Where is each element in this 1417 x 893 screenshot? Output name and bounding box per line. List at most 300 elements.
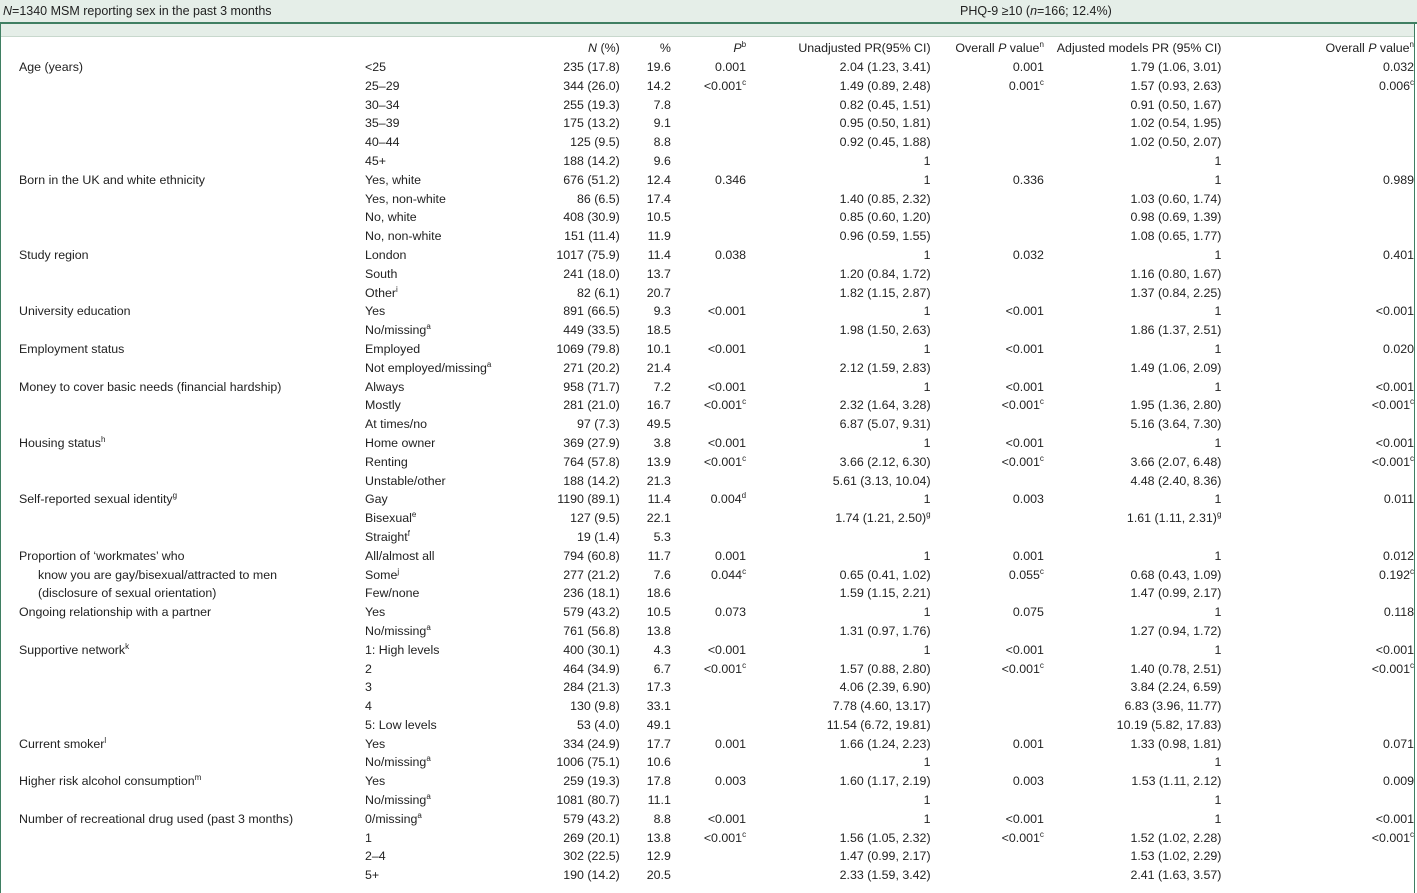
col-header-unadjusted: Unadjusted PR(95% CI) — [798, 41, 931, 55]
cell-adjusted-pr — [1044, 415, 1222, 434]
cell-adjusted-pr-text: 1.16 (0.80, 1.67) — [1130, 266, 1222, 281]
cell-pct-text: 6.7 — [653, 661, 671, 676]
cell-unadjusted-pr-text: 0.82 (0.45, 1.51) — [839, 97, 931, 112]
cell-p — [671, 678, 746, 697]
cell-p — [671, 772, 746, 791]
cell-pct — [620, 340, 671, 359]
col-p-footnote: b — [741, 40, 747, 49]
cell-overall-p-adjusted — [1221, 753, 1414, 772]
cell-overall-p-text: 0.001 — [1012, 548, 1044, 563]
cell-overall-p — [931, 227, 1044, 246]
cell-unadjusted-pr-text: 1 — [923, 153, 931, 168]
cell-n-pct-text: 236 (18.1) — [563, 586, 620, 601]
cell-adjusted-pr-text: 1.02 (0.50, 2.07) — [1130, 135, 1222, 150]
cell-category — [365, 697, 513, 716]
cell-variable-text: (disclosure of sexual orientation) — [38, 586, 217, 601]
cell-category — [365, 453, 513, 472]
cell-adjusted-pr-text: 1 — [1214, 492, 1222, 507]
cell-category — [365, 152, 513, 171]
cell-pct-text: 7.6 — [653, 567, 671, 582]
cell-p — [671, 152, 746, 171]
cell-unadjusted-pr-text: 1 — [923, 172, 931, 187]
cell-adjusted-pr-text: 1 — [1214, 341, 1222, 356]
cell-unadjusted-pr-text: 5.61 (3.13, 10.04) — [832, 473, 931, 488]
cell-category-text: 45+ — [365, 153, 387, 168]
cell-adjusted-pr-text: 10.19 (5.82, 17.83) — [1116, 717, 1222, 732]
cell-adjusted-pr-text: 1 — [1214, 172, 1222, 187]
cell-n-pct-text: 255 (19.3) — [563, 97, 620, 112]
cell-category-footnote: a — [426, 622, 431, 632]
cell-overall-p-adjusted — [1221, 284, 1414, 303]
cell-pct-text: 7.8 — [653, 97, 671, 112]
cell-overall-p-adjusted-text: <0.001 — [1371, 398, 1410, 413]
cell-unadjusted-pr — [746, 716, 931, 735]
table-row — [1, 359, 1414, 378]
cell-unadjusted-pr-text: 1.56 (1.05, 2.32) — [839, 830, 931, 845]
cell-variable-text: University education — [19, 304, 131, 319]
cell-adjusted-pr-text: 4.48 (2.40, 8.36) — [1130, 473, 1222, 488]
cell-unadjusted-pr-text: 11.54 (6.72, 19.81) — [826, 717, 931, 732]
cell-overall-p — [931, 340, 1044, 359]
cell-unadjusted-pr — [746, 434, 931, 453]
cell-unadjusted-pr — [746, 190, 931, 209]
cell-n-pct — [513, 603, 619, 622]
cell-category-text: At times/no — [365, 417, 427, 432]
cell-category — [365, 584, 513, 603]
cell-adjusted-pr-text: 1.03 (0.60, 1.74) — [1130, 191, 1222, 206]
cell-overall-p — [931, 321, 1044, 340]
cell-adjusted-pr — [1044, 810, 1222, 829]
cell-n-pct — [513, 641, 619, 660]
cell-variable — [1, 810, 365, 829]
cell-category — [365, 829, 513, 848]
cell-adjusted-pr — [1044, 753, 1222, 772]
cell-unadjusted-pr-text: 1 — [923, 492, 931, 507]
cell-pct — [620, 190, 671, 209]
cell-variable — [1, 302, 365, 321]
cell-pct-text: 21.4 — [646, 360, 671, 375]
cell-adjusted-pr — [1044, 641, 1222, 660]
cell-unadjusted-pr — [746, 735, 931, 754]
cell-n-pct-text: 259 (19.3) — [563, 774, 620, 789]
cell-adjusted-pr-text: 1 — [1214, 755, 1222, 770]
cell-n-pct — [513, 566, 619, 585]
cell-variable-footnote: k — [125, 641, 130, 651]
cell-n-pct-text: 127 (9.5) — [570, 511, 620, 526]
cell-overall-p-adjusted-text: <0.001 — [1371, 830, 1410, 845]
cell-category — [365, 866, 513, 885]
cell-adjusted-pr — [1044, 678, 1222, 697]
cell-pct — [620, 133, 671, 152]
cell-category-text: Yes — [365, 736, 386, 751]
cell-n-pct-text: 188 (14.2) — [563, 473, 620, 488]
cell-overall-p — [931, 265, 1044, 284]
col-op-footnote: n — [1039, 40, 1044, 49]
outcome-description — [960, 0, 1112, 22]
cell-n-pct-text: 53 (4.0) — [577, 717, 620, 732]
cell-category-text: 4 — [365, 699, 372, 714]
cell-variable-text: Proportion of ‘workmates’ who — [19, 548, 185, 563]
cell-adjusted-pr — [1044, 58, 1222, 77]
cell-unadjusted-pr — [746, 847, 931, 866]
cell-unadjusted-pr — [746, 396, 931, 415]
cell-n-pct-text: 125 (9.5) — [570, 135, 620, 150]
cell-overall-p — [931, 866, 1044, 885]
cell-pct-text: 33.1 — [646, 699, 671, 714]
cell-overall-p-footnote: c — [1039, 829, 1044, 839]
table-top-header — [0, 0, 1417, 24]
table-row — [1, 96, 1414, 115]
cell-pct-text: 3.8 — [653, 435, 671, 450]
cell-p-text: <0.001 — [703, 398, 743, 413]
cell-overall-p-adjusted-text: 0.401 — [1382, 247, 1414, 262]
cell-pct-text: 9.1 — [653, 116, 671, 131]
cell-overall-p-footnote: c — [1039, 453, 1044, 463]
cell-overall-p-footnote: c — [1039, 566, 1044, 576]
cell-variable — [1, 716, 365, 735]
cell-adjusted-pr-text: 1.47 (0.99, 2.17) — [1130, 586, 1222, 601]
cell-adjusted-pr-text: 0.68 (0.43, 1.09) — [1130, 567, 1222, 582]
cell-pct — [620, 359, 671, 378]
cell-overall-p-adjusted — [1221, 302, 1414, 321]
cell-overall-p-adjusted-text: 0.020 — [1382, 341, 1414, 356]
cell-overall-p-adjusted-text: 0.032 — [1382, 60, 1414, 74]
cell-category — [365, 190, 513, 209]
cell-n-pct-text: 277 (21.2) — [563, 567, 620, 582]
cell-n-pct-text: 579 (43.2) — [563, 811, 620, 826]
cell-overall-p-adjusted-text: 0.011 — [1383, 492, 1414, 507]
cell-variable-footnote: h — [100, 434, 106, 444]
cell-category-text: All/almost all — [365, 548, 435, 563]
cell-category — [365, 58, 513, 77]
cell-unadjusted-pr-text: 1.49 (0.89, 2.48) — [839, 78, 931, 93]
cell-overall-p — [931, 622, 1044, 641]
cell-n-pct-text: 761 (56.8) — [563, 623, 620, 638]
cell-pct — [620, 772, 671, 791]
table-row — [1, 415, 1414, 434]
cell-p-footnote: d — [741, 491, 747, 501]
cell-variable — [1, 378, 365, 397]
cell-overall-p-text: <0.001 — [1001, 830, 1040, 845]
col-header-overall-p — [931, 38, 1044, 58]
cell-pct-text: 9.6 — [653, 153, 671, 168]
cell-adjusted-pr — [1044, 472, 1222, 491]
cell-variable — [1, 265, 365, 284]
cell-variable — [1, 340, 365, 359]
cell-overall-p-adjusted-footnote: c — [1410, 566, 1414, 576]
cell-pct-text: 8.8 — [653, 811, 671, 826]
cell-pct — [620, 77, 671, 96]
cell-unadjusted-pr-text: 1.98 (1.50, 2.63) — [839, 323, 931, 338]
cell-overall-p-adjusted — [1221, 660, 1414, 679]
cell-unadjusted-pr-text: 1.66 (1.24, 2.23) — [839, 736, 931, 751]
cell-overall-p-adjusted-text: <0.001 — [1371, 661, 1410, 676]
table-row — [1, 133, 1414, 152]
cell-n-pct-text: 344 (26.0) — [563, 78, 620, 93]
cell-adjusted-pr — [1044, 284, 1222, 303]
cell-unadjusted-pr — [746, 622, 931, 641]
table-row — [1, 622, 1414, 641]
cell-p — [671, 58, 746, 77]
cell-unadjusted-pr-text: 6.87 (5.07, 9.31) — [839, 417, 931, 432]
cell-category — [365, 302, 513, 321]
cell-adjusted-pr — [1044, 716, 1222, 735]
cell-adjusted-pr — [1044, 735, 1222, 754]
cell-adjusted-pr — [1044, 114, 1222, 133]
cell-variable — [1, 660, 365, 679]
cell-overall-p-footnote: c — [1039, 660, 1044, 670]
cell-overall-p — [931, 415, 1044, 434]
cell-adjusted-pr — [1044, 96, 1222, 115]
cell-overall-p-adjusted — [1221, 678, 1414, 697]
cell-overall-p — [931, 716, 1044, 735]
cell-unadjusted-pr-text: 2.04 (1.23, 3.41) — [839, 60, 931, 74]
cell-adjusted-pr — [1044, 847, 1222, 866]
cell-n-pct — [513, 396, 619, 415]
cell-category-footnote: a — [417, 810, 422, 820]
cell-category-text: Yes — [365, 605, 386, 620]
cell-category-footnote: i — [396, 284, 398, 294]
cell-overall-p-adjusted-text: 0.009 — [1382, 774, 1414, 789]
cell-unadjusted-pr-text: 3.66 (2.12, 6.30) — [839, 454, 931, 469]
cell-pct-text: 11.4 — [647, 492, 671, 507]
cell-pct — [620, 434, 671, 453]
cell-n-pct — [513, 265, 619, 284]
cell-adjusted-pr-text: 1 — [1214, 793, 1222, 808]
cell-variable-footnote: g — [172, 491, 178, 501]
cell-pct — [620, 378, 671, 397]
cell-category — [365, 340, 513, 359]
col-header-overall-p-adjusted — [1221, 38, 1414, 58]
cell-adjusted-pr — [1044, 566, 1222, 585]
cell-adjusted-pr — [1044, 302, 1222, 321]
cell-unadjusted-pr — [746, 114, 931, 133]
table-row — [1, 753, 1414, 772]
cell-overall-p-text: 0.001 — [1012, 60, 1044, 74]
table-row — [1, 509, 1414, 528]
cell-category-text: Always — [365, 379, 405, 394]
cell-unadjusted-pr-text: 1 — [923, 341, 931, 356]
cell-unadjusted-pr-text: 1 — [923, 793, 931, 808]
cell-variable-text: Housing status — [19, 435, 101, 450]
cell-overall-p — [931, 453, 1044, 472]
table-row — [1, 453, 1414, 472]
cell-p — [671, 753, 746, 772]
cell-category — [365, 772, 513, 791]
cell-p — [671, 396, 746, 415]
cell-adjusted-pr — [1044, 246, 1222, 265]
cell-category — [365, 378, 513, 397]
cell-p — [671, 265, 746, 284]
cell-overall-p-adjusted-text: 0.989 — [1382, 172, 1414, 187]
cell-adjusted-pr — [1044, 340, 1222, 359]
cell-adjusted-pr-text: 1 — [1214, 379, 1222, 394]
cell-adjusted-pr — [1044, 152, 1222, 171]
cell-overall-p-adjusted-footnote: c — [1410, 453, 1414, 463]
cell-category-text: <25 — [365, 60, 387, 74]
cell-n-pct — [513, 114, 619, 133]
cell-category — [365, 96, 513, 115]
cell-unadjusted-pr-text: 1.20 (0.84, 1.72) — [839, 266, 931, 281]
table-row — [1, 547, 1414, 566]
cell-category-text: South — [365, 266, 398, 281]
cell-unadjusted-pr — [746, 133, 931, 152]
cell-overall-p-text: 0.003 — [1012, 492, 1044, 507]
cell-n-pct — [513, 378, 619, 397]
cell-pct — [620, 284, 671, 303]
cell-overall-p-adjusted-text: <0.001 — [1371, 454, 1410, 469]
table-row — [1, 396, 1414, 415]
cell-variable — [1, 152, 365, 171]
cell-overall-p — [931, 359, 1044, 378]
cell-overall-p-adjusted — [1221, 265, 1414, 284]
cell-pct — [620, 246, 671, 265]
cell-overall-p-text: 0.032 — [1012, 247, 1044, 262]
cell-category — [365, 791, 513, 810]
cell-pct — [620, 716, 671, 735]
cell-p — [671, 246, 746, 265]
cell-overall-p-adjusted — [1221, 772, 1414, 791]
cell-n-pct-text: 82 (6.1) — [577, 285, 620, 300]
cell-variable — [1, 190, 365, 209]
cell-pct-text: 11.1 — [647, 793, 671, 808]
cell-p-text: <0.001 — [707, 435, 747, 450]
cell-pct-text: 19.6 — [646, 60, 671, 74]
cell-category — [365, 716, 513, 735]
cell-overall-p-adjusted — [1221, 528, 1414, 547]
cell-unadjusted-pr — [746, 340, 931, 359]
cell-pct — [620, 753, 671, 772]
cell-overall-p — [931, 490, 1044, 509]
cell-overall-p — [931, 641, 1044, 660]
cell-p-text: <0.001 — [703, 830, 743, 845]
cell-adjusted-pr-text: 0.91 (0.50, 1.67) — [1130, 97, 1222, 112]
cell-adjusted-pr-text: 1.57 (0.93, 2.63) — [1130, 78, 1222, 93]
cell-overall-p-adjusted — [1221, 847, 1414, 866]
cell-overall-p-adjusted — [1221, 208, 1414, 227]
cell-overall-p-adjusted — [1221, 171, 1414, 190]
cell-adjusted-pr-text: 1 — [1214, 605, 1222, 620]
cell-n-pct — [513, 528, 619, 547]
cell-n-pct — [513, 753, 619, 772]
cell-n-pct-text: 235 (17.8) — [563, 60, 620, 74]
cell-overall-p — [931, 58, 1044, 77]
table-row — [1, 641, 1414, 660]
cell-adjusted-pr-text: 1.02 (0.54, 1.95) — [1130, 116, 1222, 131]
cell-overall-p-text: 0.055 — [1008, 567, 1040, 582]
cell-category-text: 1: High levels — [365, 642, 440, 657]
cell-category — [365, 133, 513, 152]
cell-adjusted-pr — [1044, 171, 1222, 190]
table-row — [1, 378, 1414, 397]
cell-adjusted-pr — [1044, 603, 1222, 622]
cell-category — [365, 847, 513, 866]
cell-category-text: Few/none — [365, 586, 420, 601]
cell-adjusted-pr — [1044, 133, 1222, 152]
cell-adjusted-pr-text: 1 — [1214, 247, 1222, 262]
results-table-body — [1, 58, 1414, 885]
cell-category-text: 40–44 — [365, 135, 400, 150]
cell-unadjusted-pr — [746, 584, 931, 603]
cell-unadjusted-pr — [746, 772, 931, 791]
cell-overall-p — [931, 96, 1044, 115]
col-op2-pre: Overall — [1325, 41, 1369, 55]
cell-overall-p-adjusted-text: <0.001 — [1375, 304, 1414, 319]
cell-category-text: Yes, white — [365, 172, 422, 187]
cell-unadjusted-pr — [746, 791, 931, 810]
cell-adjusted-pr-text: 1.86 (1.37, 2.51) — [1130, 323, 1222, 338]
cell-unadjusted-pr — [746, 96, 931, 115]
cell-overall-p-adjusted — [1221, 340, 1414, 359]
cell-pct-text: 17.4 — [646, 191, 671, 206]
cell-overall-p — [931, 378, 1044, 397]
cell-p-footnote: c — [742, 566, 747, 576]
cell-p — [671, 490, 746, 509]
cell-overall-p — [931, 810, 1044, 829]
cell-n-pct-text: 891 (66.5) — [563, 304, 620, 319]
cell-overall-p-adjusted-text: 0.071 — [1382, 736, 1414, 751]
cell-category-text: Straight — [365, 529, 408, 544]
cell-p-text: <0.001 — [703, 454, 743, 469]
cell-overall-p — [931, 829, 1044, 848]
cell-category-text: Bisexual — [365, 511, 412, 526]
cell-unadjusted-pr — [746, 509, 931, 528]
cell-category-footnote: a — [486, 359, 492, 369]
cell-unadjusted-pr — [746, 678, 931, 697]
cell-adjusted-pr-text: 1.61 (1.11, 2.31) — [1126, 511, 1217, 526]
cell-adjusted-pr — [1044, 866, 1222, 885]
cell-adjusted-pr — [1044, 378, 1222, 397]
cell-p-footnote: c — [742, 660, 747, 670]
cell-overall-p-adjusted — [1221, 490, 1414, 509]
cell-adjusted-pr — [1044, 396, 1222, 415]
cell-pct — [620, 415, 671, 434]
table-row — [1, 716, 1414, 735]
cell-unadjusted-pr — [746, 227, 931, 246]
cell-pct — [620, 114, 671, 133]
cell-p — [671, 284, 746, 303]
cell-pct-text: 13.7 — [646, 266, 671, 281]
cell-unadjusted-pr-text: 1 — [923, 435, 931, 450]
cell-pct — [620, 697, 671, 716]
cell-variable — [1, 396, 365, 415]
cell-variable — [1, 490, 365, 509]
cell-variable — [1, 566, 365, 585]
cell-pct-text: 49.1 — [646, 717, 671, 732]
cell-overall-p-text: 0.003 — [1012, 774, 1044, 789]
cell-pct — [620, 302, 671, 321]
cell-overall-p — [931, 77, 1044, 96]
cell-category — [365, 735, 513, 754]
cell-variable — [1, 791, 365, 810]
cell-pct-text: 4.3 — [653, 642, 671, 657]
cell-n-pct — [513, 735, 619, 754]
cell-n-pct — [513, 490, 619, 509]
cell-variable — [1, 847, 365, 866]
cell-p-text: 0.044 — [711, 567, 743, 582]
sample-description — [3, 0, 272, 22]
table-row — [1, 171, 1414, 190]
cell-unadjusted-pr-text: 1.31 (0.97, 1.76) — [839, 623, 931, 638]
cell-n-pct — [513, 340, 619, 359]
cell-category-text: Yes, non-white — [365, 191, 446, 206]
cell-category-text: Renting — [365, 454, 408, 469]
cell-overall-p — [931, 603, 1044, 622]
cell-adjusted-pr-text: 3.66 (2.07, 6.48) — [1130, 454, 1222, 469]
cell-overall-p-text: <0.001 — [1005, 435, 1044, 450]
cell-overall-p — [931, 284, 1044, 303]
cell-adjusted-pr-text: 1.95 (1.36, 2.80) — [1130, 398, 1222, 413]
